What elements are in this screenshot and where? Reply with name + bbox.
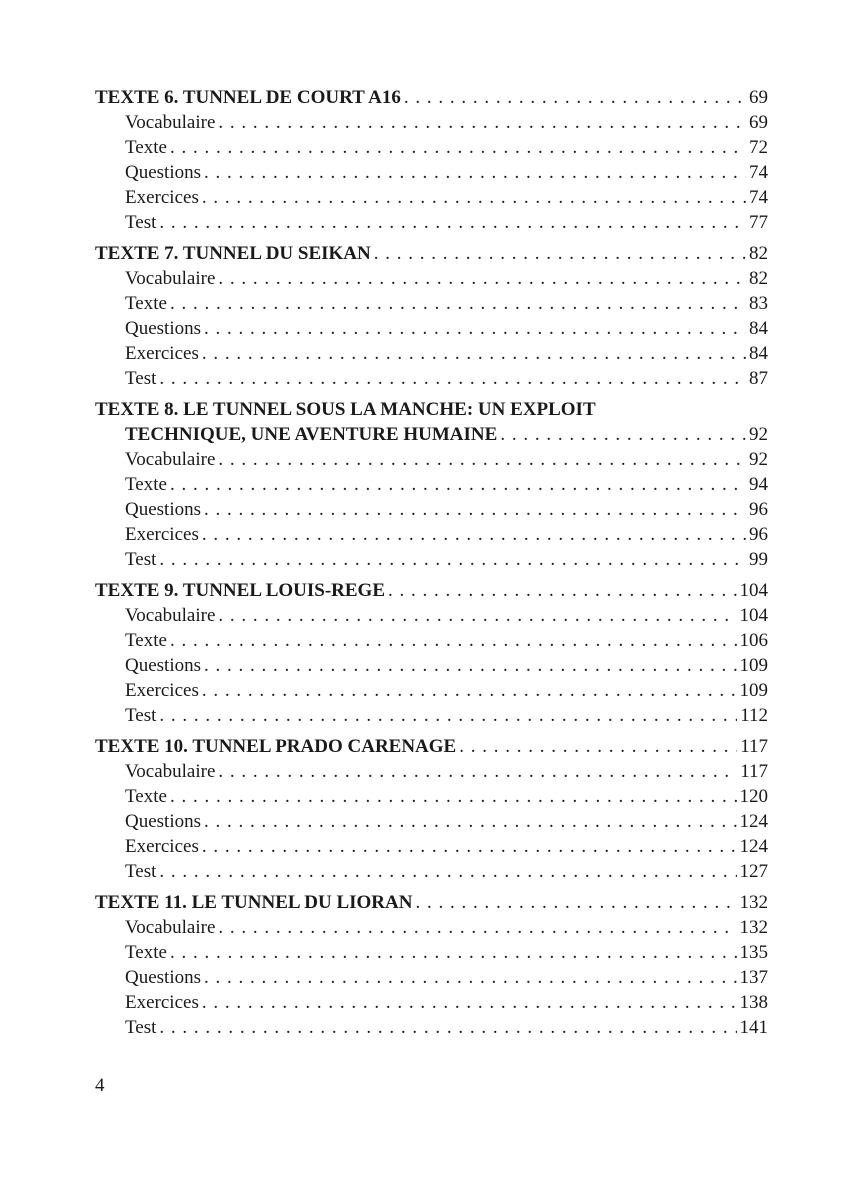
dot-leader: [159, 703, 737, 728]
dot-leader: [218, 447, 746, 472]
entry-label: Exercices: [125, 680, 199, 701]
toc-entry[interactable]: [95, 447, 768, 472]
page-ref: 77: [749, 212, 768, 233]
page-ref: 96: [749, 524, 768, 545]
dot-leader: [218, 110, 746, 135]
toc-entry[interactable]: [95, 210, 768, 235]
toc-section: [95, 397, 768, 572]
heading-title: TEXTE 10. TUNNEL PRADO CARENAGE: [95, 736, 457, 757]
toc-section: [95, 578, 768, 728]
toc-heading[interactable]: [95, 397, 768, 422]
dot-leader: [204, 809, 737, 834]
toc-heading[interactable]: [95, 890, 768, 915]
toc-entry[interactable]: [95, 859, 768, 884]
page-ref: 74: [749, 187, 768, 208]
toc-entry[interactable]: [95, 366, 768, 391]
dot-leader: [388, 578, 736, 603]
dot-leader: [159, 210, 746, 235]
entry-label: Test: [125, 549, 157, 570]
page-ref: 137: [739, 967, 768, 988]
page-ref: 109: [739, 680, 768, 701]
page-ref: 135: [739, 942, 768, 963]
dot-leader: [170, 472, 746, 497]
entry-label: Vocabulaire: [125, 761, 216, 782]
dot-leader: [374, 241, 746, 266]
dot-leader: [159, 859, 736, 884]
page-ref: 92: [749, 424, 768, 445]
entry-label: Vocabulaire: [125, 917, 216, 938]
dot-leader: [170, 784, 737, 809]
page-ref: 104: [739, 605, 768, 626]
toc-heading[interactable]: [95, 241, 768, 266]
dot-leader: [202, 522, 746, 547]
toc-section: [95, 241, 768, 391]
page-ref: 141: [739, 1017, 768, 1038]
dot-leader: [204, 965, 737, 990]
entry-label: Questions: [125, 967, 201, 988]
entry-label: Questions: [125, 655, 201, 676]
dot-leader: [159, 1015, 736, 1040]
heading-title: TEXTE 6. TUNNEL DE COURT A16: [95, 87, 401, 108]
page-ref: 84: [749, 318, 768, 339]
toc-entry[interactable]: [95, 185, 768, 210]
page-ref: 82: [749, 243, 768, 264]
dot-leader: [218, 266, 746, 291]
dot-leader: [500, 422, 746, 447]
dot-leader: [202, 185, 746, 210]
entry-label: Test: [125, 861, 157, 882]
heading-title: TEXTE 11. LE TUNNEL DU LIORAN: [95, 892, 413, 913]
page-ref: 132: [739, 892, 768, 913]
dot-leader: [218, 915, 736, 940]
table-of-contents: [95, 85, 768, 1046]
entry-label: Vocabulaire: [125, 605, 216, 626]
dot-leader: [204, 497, 746, 522]
toc-entry[interactable]: [95, 1015, 768, 1040]
toc-entry[interactable]: [95, 628, 768, 653]
toc-entry[interactable]: [95, 965, 768, 990]
dot-leader: [159, 366, 746, 391]
page-ref: 109: [739, 655, 768, 676]
toc-heading[interactable]: [95, 734, 768, 759]
entry-label: Questions: [125, 811, 201, 832]
entry-label: Exercices: [125, 187, 199, 208]
dot-leader: [202, 341, 746, 366]
page-ref: 84: [749, 343, 768, 364]
entry-label: Test: [125, 705, 157, 726]
entry-label: Texte: [125, 786, 167, 807]
entry-label: Test: [125, 368, 157, 389]
dot-leader: [170, 135, 746, 160]
toc-section: [95, 890, 768, 1040]
heading-title: TEXTE 8. LE TUNNEL SOUS LA MANCHE: UN EXPLOIT: [95, 399, 596, 420]
page-ref: 94: [749, 474, 768, 495]
page-ref: 127: [739, 861, 768, 882]
page-ref: 99: [749, 549, 768, 570]
dot-leader: [202, 834, 737, 859]
page-ref: 117: [740, 761, 768, 782]
toc-section: [95, 734, 768, 884]
toc-entry[interactable]: [95, 110, 768, 135]
page-number: 4: [95, 1075, 105, 1096]
page-ref: 82: [749, 268, 768, 289]
toc-entry[interactable]: [95, 135, 768, 160]
page-ref: 87: [749, 368, 768, 389]
toc-entry[interactable]: [95, 472, 768, 497]
toc-section: [95, 85, 768, 235]
page-ref: 74: [749, 162, 768, 183]
toc-entry[interactable]: [95, 603, 768, 628]
entry-label: Texte: [125, 137, 167, 158]
entry-label: Questions: [125, 318, 201, 339]
page-ref: 120: [739, 786, 768, 807]
toc-entry[interactable]: [95, 990, 768, 1015]
dot-leader: [218, 759, 737, 784]
dot-leader: [204, 653, 737, 678]
entry-label: Texte: [125, 293, 167, 314]
toc-entry[interactable]: [95, 291, 768, 316]
dot-leader: [218, 603, 736, 628]
heading-title: TEXTE 9. TUNNEL LOUIS-REGE: [95, 580, 386, 601]
page-ref: 138: [739, 992, 768, 1013]
entry-label: Exercices: [125, 836, 199, 857]
toc-entry[interactable]: [95, 940, 768, 965]
toc-entry[interactable]: [95, 784, 768, 809]
entry-label: Questions: [125, 499, 201, 520]
entry-label: Texte: [125, 942, 167, 963]
toc-entry[interactable]: [95, 266, 768, 291]
toc-entry[interactable]: [95, 809, 768, 834]
page-ref: 72: [749, 137, 768, 158]
page-ref: 112: [740, 705, 768, 726]
toc-entry[interactable]: [95, 522, 768, 547]
page-ref: 96: [749, 499, 768, 520]
toc-entry[interactable]: [95, 759, 768, 784]
page-ref: 104: [739, 580, 768, 601]
heading-title: TEXTE 7. TUNNEL DU SEIKAN: [95, 243, 371, 264]
page-ref: 92: [749, 449, 768, 470]
entry-label: Questions: [125, 162, 201, 183]
toc-entry[interactable]: [95, 915, 768, 940]
entry-label: Test: [125, 1017, 157, 1038]
page-ref: 124: [739, 836, 768, 857]
page-ref: 69: [749, 112, 768, 133]
dot-leader: [202, 990, 737, 1015]
dot-leader: [459, 734, 737, 759]
entry-label: Exercices: [125, 992, 199, 1013]
toc-heading[interactable]: [95, 422, 768, 447]
toc-entry[interactable]: [95, 653, 768, 678]
dot-leader: [170, 628, 737, 653]
toc-heading[interactable]: [95, 85, 768, 110]
dot-leader: [204, 316, 746, 341]
dot-leader: [170, 940, 737, 965]
dot-leader: [159, 547, 746, 572]
page-ref: 132: [739, 917, 768, 938]
dot-leader: [415, 890, 736, 915]
dot-leader: [404, 85, 746, 110]
toc-entry[interactable]: [95, 160, 768, 185]
heading-title: TECHNIQUE, UNE AVENTURE HUMAINE: [125, 424, 498, 445]
toc-entry[interactable]: [95, 678, 768, 703]
entry-label: Exercices: [125, 343, 199, 364]
page-ref: 124: [739, 811, 768, 832]
page-ref: 117: [740, 736, 768, 757]
entry-label: Texte: [125, 630, 167, 651]
dot-leader: [204, 160, 746, 185]
dot-leader: [202, 678, 737, 703]
toc-heading[interactable]: [95, 578, 768, 603]
page-ref: 83: [749, 293, 768, 314]
entry-label: Texte: [125, 474, 167, 495]
toc-entry[interactable]: [95, 341, 768, 366]
entry-label: Exercices: [125, 524, 199, 545]
toc-entry[interactable]: [95, 316, 768, 341]
entry-label: Vocabulaire: [125, 449, 216, 470]
toc-entry[interactable]: [95, 547, 768, 572]
toc-entry[interactable]: [95, 497, 768, 522]
entry-label: Test: [125, 212, 157, 233]
page-ref: 69: [749, 87, 768, 108]
entry-label: Vocabulaire: [125, 112, 216, 133]
toc-entry[interactable]: [95, 703, 768, 728]
entry-label: Vocabulaire: [125, 268, 216, 289]
toc-entry[interactable]: [95, 834, 768, 859]
dot-leader: [170, 291, 746, 316]
page-ref: 106: [739, 630, 768, 651]
